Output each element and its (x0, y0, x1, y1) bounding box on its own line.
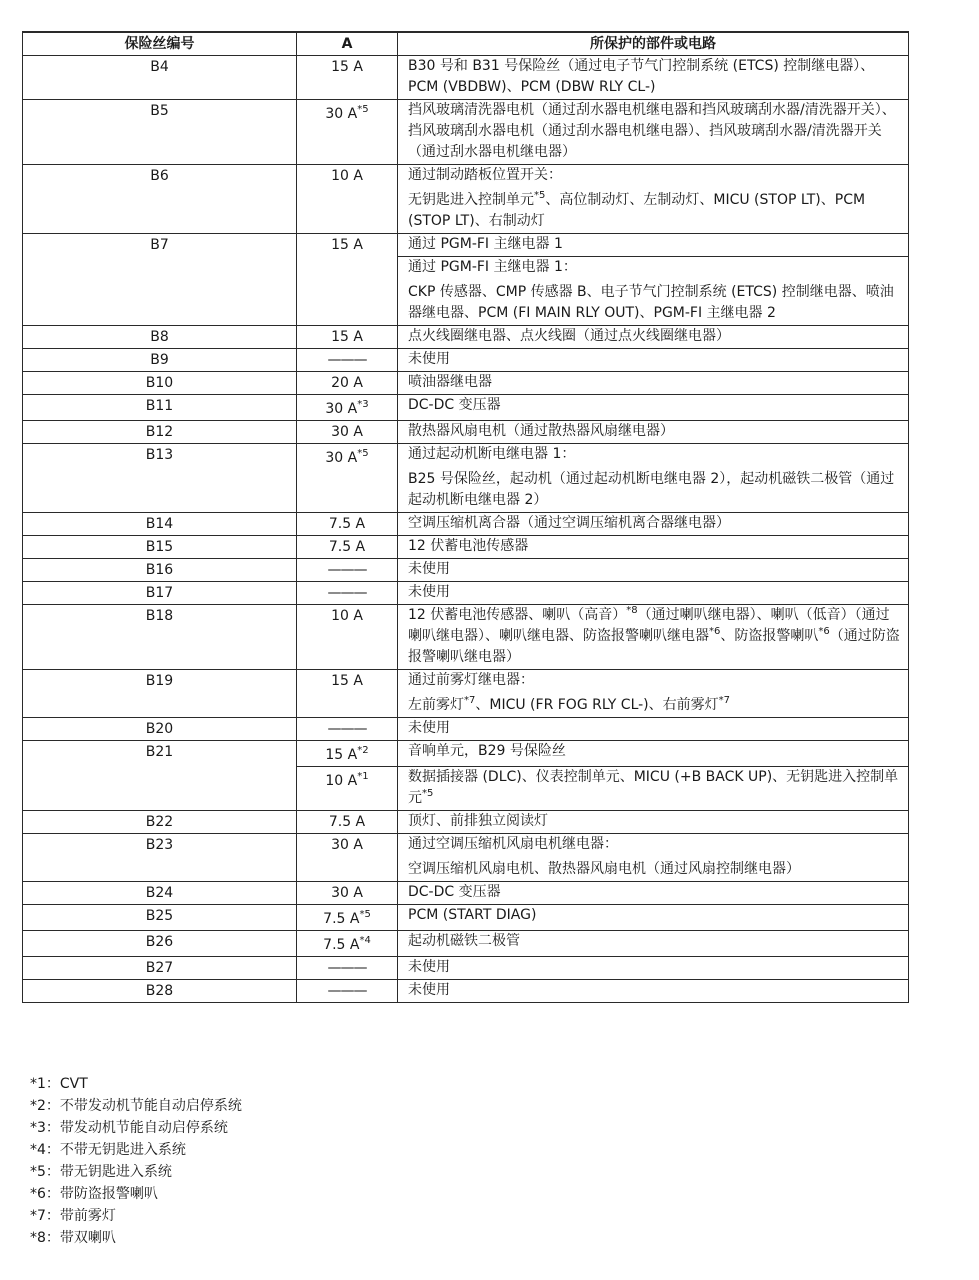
footnote-marker: *7 (464, 695, 476, 706)
amperage-value: ——— (327, 983, 367, 999)
protected-circuit-cell (398, 834, 909, 882)
fuse-number-cell: B24 (23, 882, 297, 905)
table-row (23, 536, 909, 559)
fuse-number-cell: B19 (23, 670, 297, 718)
amperage-value: 20 A (331, 375, 363, 391)
amperage-cell (297, 931, 398, 957)
table-row (23, 741, 909, 767)
footnote-marker: *2 (357, 745, 369, 756)
amperage-cell (297, 536, 398, 559)
fuse-number-cell: B27 (23, 957, 297, 980)
table-row (23, 980, 909, 1003)
amperage-cell (297, 582, 398, 605)
circuit-description: DC-DC 变压器 (408, 397, 501, 413)
amperage-cell (297, 421, 398, 444)
footnote-item: *3：带发动机节能自动启停系统 (30, 1120, 228, 1136)
protected-circuit-cell (398, 605, 909, 670)
table-row (23, 605, 909, 670)
amperage-value: 30 A (325, 450, 358, 466)
amperage-cell (297, 605, 398, 670)
protected-circuit-cell (398, 905, 909, 931)
circuit-description: 散热器风扇电机（通过散热器风扇继电器） (408, 423, 674, 439)
amperage-value: ——— (327, 562, 367, 578)
amperage-value: 15 A (331, 329, 363, 345)
amperage-value: 15 A (331, 59, 363, 75)
table-row (23, 100, 909, 165)
protected-circuit-cell (398, 165, 909, 234)
footnote-item: *1：CVT (30, 1076, 88, 1092)
protected-circuit-cell (398, 444, 909, 513)
table-row (23, 670, 909, 718)
table-header-row (23, 32, 909, 56)
amperage-value: 30 A (325, 106, 358, 122)
protected-circuit-cell (398, 513, 909, 536)
footnote-marker: *3 (357, 399, 369, 410)
table-row (23, 165, 909, 234)
protected-circuit-cell (398, 931, 909, 957)
table-row (23, 718, 909, 741)
amperage-value: 10 A (331, 168, 363, 184)
fuse-number-cell: B7 (23, 234, 297, 326)
table-row (23, 395, 909, 421)
circuit-description: 空调压缩机风扇电机、散热器风扇电机（通过风扇控制继电器） (408, 861, 800, 877)
amperage-cell (297, 980, 398, 1003)
protected-circuit-cell (398, 741, 909, 767)
amperage-cell (297, 56, 398, 100)
circuit-description: 通过制动踏板位置开关： (408, 167, 562, 183)
circuit-description: PCM (START DIAG) (408, 907, 537, 923)
fuse-number-cell: B16 (23, 559, 297, 582)
amperage-cell (297, 349, 398, 372)
table-row (23, 905, 909, 931)
circuit-description: 通过 PGM-FI 主继电器 1： (408, 259, 577, 275)
protected-circuit-cell (398, 980, 909, 1003)
footnote-marker: *7 (718, 695, 731, 706)
table-row (23, 326, 909, 349)
footnote-marker: *5 (534, 190, 546, 201)
fuse-number-cell: B6 (23, 165, 297, 234)
amperage-value: 7.5 A (323, 937, 360, 953)
fuse-number-cell: B23 (23, 834, 297, 882)
table-row (23, 882, 909, 905)
fuse-number-cell: B5 (23, 100, 297, 165)
amperage-value: 7.5 A (328, 516, 366, 532)
amperage-cell (297, 372, 398, 395)
fuse-number-cell: B25 (23, 905, 297, 931)
fuse-number-cell: B9 (23, 349, 297, 372)
amperage-value: 30 A (331, 885, 363, 901)
footnote-item: *7：带前雾灯 (30, 1208, 116, 1224)
footnote-marker: *1 (357, 771, 369, 782)
table-row (23, 234, 909, 257)
circuit-description: 未使用 (408, 982, 450, 998)
amperage-value: 7.5 A (328, 539, 366, 555)
protected-circuit-cell (398, 257, 909, 326)
fuse-number-cell: B18 (23, 605, 297, 670)
amperage-cell (297, 100, 398, 165)
header-fuse-number: 保险丝编号 (23, 32, 297, 56)
fuse-number-cell: B17 (23, 582, 297, 605)
circuit-description: 挡风玻璃清洗器电机（通过刮水器电机继电器和挡风玻璃刮水器/清洗器开关）、挡风玻璃刮水器电机（通过刮水器电机继电器）、挡风玻璃刮水器/清洗器开关（通过刮水器电机继电器） (408, 102, 896, 160)
protected-circuit-cell (398, 559, 909, 582)
protected-circuit-cell (398, 582, 909, 605)
amperage-cell (297, 559, 398, 582)
amperage-cell (297, 834, 398, 882)
footnote-marker: *6 (818, 626, 830, 637)
footnote-item: *2：不带发动机节能自动启停系统 (30, 1098, 242, 1114)
amperage-cell (297, 326, 398, 349)
table-row (23, 444, 909, 513)
fuse-table (22, 31, 909, 1003)
circuit-description: 12 伏蓄电池传感器、喇叭（高音）$^{*8}$（通过喇叭继电器）、喇叭（低音）（通过喇叭继电器）、喇叭继电器、防盗报警喇叭继电器$^{*6}$、防盗报警喇叭$^{*6}$（通过防盗报警喇叭继电器） (408, 605, 900, 665)
circuit-description: 未使用 (408, 584, 450, 600)
circuit-description: 左前雾灯$^{*7}$、MICU (FR FOG RLY CL-)、右前雾灯$^{*7}$ (408, 695, 731, 713)
circuit-description: B30 号和 B31 号保险丝（通过电子节气门控制系统 (ETCS) 控制继电器）、PCM (VBDBW)、PCM (DBW RLY CL-) (408, 58, 875, 95)
footnote-marker: *4 (359, 935, 371, 946)
circuit-description: 未使用 (408, 959, 450, 975)
circuit-description: 点火线圈继电器、点火线圈（通过点火线圈继电器） (408, 328, 730, 344)
protected-circuit-cell (398, 767, 909, 811)
footnote-item: *5：带无钥匙进入系统 (30, 1164, 172, 1180)
circuit-description: 通过起动机断电继电器 1： (408, 446, 576, 462)
table-row (23, 372, 909, 395)
amperage-cell (297, 882, 398, 905)
protected-circuit-cell (398, 326, 909, 349)
table-row (23, 811, 909, 834)
circuit-description: 起动机磁铁二极管 (408, 933, 520, 949)
amperage-value: 15 A (331, 673, 363, 689)
footnotes (30, 1073, 242, 1249)
protected-circuit-cell (398, 100, 909, 165)
protected-circuit-cell (398, 395, 909, 421)
amperage-value: 15 A (325, 747, 358, 763)
amperage-cell (297, 957, 398, 980)
circuit-description: 通过 PGM-FI 主继电器 1 (408, 236, 563, 252)
header-protected-circuit: 所保护的部件或电路 (398, 32, 909, 56)
fuse-number-cell: B26 (23, 931, 297, 957)
amperage-value: ——— (327, 585, 367, 601)
protected-circuit-cell (398, 670, 909, 718)
circuit-description: 未使用 (408, 351, 450, 367)
protected-circuit-cell (398, 957, 909, 980)
protected-circuit-cell (398, 421, 909, 444)
table-row (23, 349, 909, 372)
circuit-description: DC-DC 变压器 (408, 884, 501, 900)
amperage-cell (297, 670, 398, 718)
table-row (23, 513, 909, 536)
table-row (23, 56, 909, 100)
footnote-marker: *5 (422, 788, 434, 799)
table-row (23, 582, 909, 605)
fuse-number-cell: B14 (23, 513, 297, 536)
amperage-cell (297, 767, 398, 811)
fuse-number-cell: B20 (23, 718, 297, 741)
amperage-value: ——— (327, 721, 367, 737)
footnote-item: *6：带防盗报警喇叭 (30, 1186, 158, 1202)
protected-circuit-cell (398, 811, 909, 834)
table-row (23, 957, 909, 980)
circuit-description: 空调压缩机离合器（通过空调压缩机离合器继电器） (408, 515, 730, 531)
fuse-number-cell: B22 (23, 811, 297, 834)
circuit-description: B25 号保险丝，起动机（通过起动机断电继电器 2），起动机磁铁二极管（通过起动机断电继电器 2） (408, 471, 895, 508)
footnote-marker: *5 (357, 104, 369, 115)
protected-circuit-cell (398, 372, 909, 395)
circuit-description: 通过空调压缩机风扇电机继电器： (408, 836, 618, 852)
table-row (23, 421, 909, 444)
fuse-number-cell: B11 (23, 395, 297, 421)
amperage-value: 30 A (331, 424, 363, 440)
amperage-cell (297, 905, 398, 931)
amperage-value: 7.5 A (323, 911, 360, 927)
amperage-cell (297, 741, 398, 767)
circuit-description: 无钥匙进入控制单元$^{*5}$、高位制动灯、左制动灯、MICU (STOP LT)、PCM (STOP LT)、右制动灯 (408, 190, 866, 229)
circuit-description: 数据插接器 (DLC)、仪表控制单元、MICU (+B BACK UP)、无钥匙进入控制单元$^{*5}$ (408, 769, 899, 806)
circuit-description: CKP 传感器、CMP 传感器 B、电子节气门控制系统 (ETCS) 控制继电器、喷油器继电器、PCM (FI MAIN RLY OUT)、PGM-FI 主继电器 2 (408, 284, 894, 321)
amperage-value: 15 A (331, 237, 363, 253)
footnote-marker: *6 (709, 626, 721, 637)
table-row (23, 559, 909, 582)
footnote-marker: *5 (357, 448, 369, 459)
footnote-marker: *8 (626, 605, 638, 616)
fuse-number-cell: B10 (23, 372, 297, 395)
protected-circuit-cell (398, 349, 909, 372)
fuse-number-cell: B12 (23, 421, 297, 444)
amperage-value: 30 A (325, 401, 358, 417)
table-row (23, 834, 909, 882)
circuit-description: 通过前雾灯继电器： (408, 672, 534, 688)
fuse-number-cell: B21 (23, 741, 297, 811)
circuit-description: 音响单元，B29 号保险丝 (408, 743, 566, 759)
protected-circuit-cell (398, 536, 909, 559)
footnote-item: *8：带双喇叭 (30, 1230, 116, 1246)
amperage-value: 7.5 A (328, 814, 366, 830)
amperage-value: 30 A (331, 837, 363, 853)
amperage-cell (297, 395, 398, 421)
table-row (23, 931, 909, 957)
protected-circuit-cell (398, 882, 909, 905)
amperage-cell (297, 444, 398, 513)
circuit-description: 未使用 (408, 561, 450, 577)
footnote-item: *4：不带无钥匙进入系统 (30, 1142, 186, 1158)
protected-circuit-cell (398, 56, 909, 100)
fuse-number-cell: B4 (23, 56, 297, 100)
fuse-number-cell: B13 (23, 444, 297, 513)
fuse-number-cell: B8 (23, 326, 297, 349)
amperage-cell (297, 718, 398, 741)
circuit-description: 喷油器继电器 (408, 374, 492, 390)
footnote-marker: *5 (359, 909, 371, 920)
circuit-description: 未使用 (408, 720, 450, 736)
amperage-cell (297, 811, 398, 834)
fuse-table-body (23, 56, 909, 1003)
amperage-cell (297, 234, 398, 326)
protected-circuit-cell (398, 234, 909, 257)
circuit-description: 顶灯、前排独立阅读灯 (408, 813, 548, 829)
circuit-description: 12 伏蓄电池传感器 (408, 538, 529, 554)
header-amperage: A (297, 32, 398, 56)
amperage-cell (297, 165, 398, 234)
amperage-value: 10 A (331, 608, 363, 624)
fuse-number-cell: B28 (23, 980, 297, 1003)
protected-circuit-cell (398, 718, 909, 741)
amperage-value: ——— (327, 960, 367, 976)
amperage-value: ——— (327, 352, 367, 368)
amperage-value: 10 A (325, 773, 358, 789)
fuse-number-cell: B15 (23, 536, 297, 559)
amperage-cell (297, 513, 398, 536)
